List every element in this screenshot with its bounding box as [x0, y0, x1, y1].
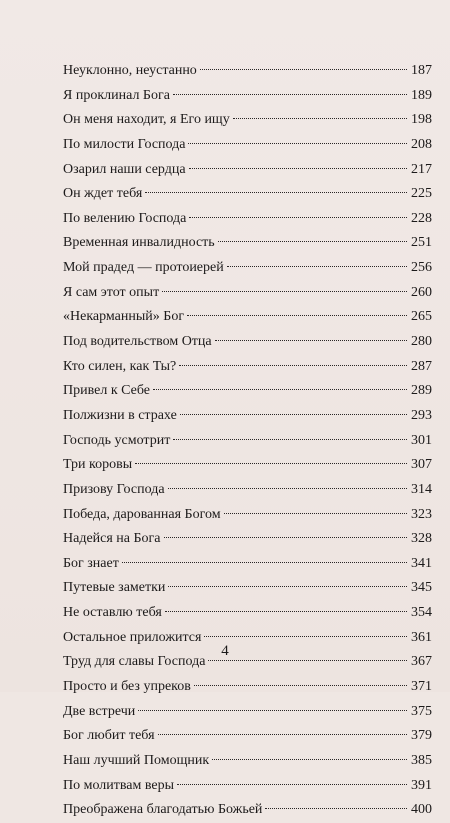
toc-entry-page: 251	[411, 235, 432, 251]
toc-entry-page: 228	[411, 210, 432, 226]
dot-leader	[168, 586, 407, 587]
toc-entry-title: Я проклинал Бога	[63, 87, 170, 103]
toc-entry-page: 265	[411, 309, 432, 325]
toc-entry-page: 391	[411, 777, 432, 793]
toc-entry	[63, 552, 432, 577]
toc-entry	[63, 158, 432, 183]
toc-entry	[63, 675, 432, 700]
toc-entry-page: 354	[411, 605, 432, 621]
toc-entry	[63, 207, 432, 232]
dot-leader	[165, 611, 407, 612]
toc-entry-title: Полжизни в страхе	[63, 407, 177, 423]
dot-leader	[153, 389, 407, 390]
dot-leader	[194, 685, 407, 686]
toc-entry-page: 225	[411, 186, 432, 202]
toc-entry	[63, 503, 432, 528]
toc-entry-title: Призову Господа	[63, 481, 165, 497]
dot-leader	[173, 94, 407, 95]
toc-entry-title: Мой прадед — протоиерей	[63, 260, 224, 276]
toc-entry	[63, 527, 432, 552]
dot-leader	[177, 784, 407, 785]
toc-entry-page: 198	[411, 112, 432, 128]
dot-leader	[162, 291, 407, 292]
dot-leader	[164, 537, 407, 538]
dot-leader	[187, 315, 407, 316]
toc-entry-page: 345	[411, 580, 432, 596]
toc-entry-title: Победа, дарованная Богом	[63, 506, 221, 522]
toc-entry-page: 301	[411, 432, 432, 448]
toc-entry-page: 189	[411, 87, 432, 103]
toc-entry-title: Он меня находит, я Его ищу	[63, 112, 230, 128]
dot-leader	[180, 414, 407, 415]
toc-entry-title: Неуклонно, неустанно	[63, 63, 197, 78]
toc-entry	[63, 453, 432, 478]
toc-entry-page: 379	[411, 728, 432, 744]
dot-leader	[158, 734, 407, 735]
toc-entry-page: 287	[411, 358, 432, 374]
toc-entry-page: 328	[411, 531, 432, 547]
toc-entry	[63, 379, 432, 404]
dot-leader	[122, 562, 407, 563]
toc-entry	[63, 281, 432, 306]
toc-entry	[63, 478, 432, 503]
toc-entry	[63, 305, 432, 330]
toc-entry-title: По молитвам веры	[63, 777, 175, 793]
dot-leader	[224, 513, 407, 514]
toc-entry-page: 217	[411, 161, 432, 177]
toc-entry-page: 314	[411, 481, 432, 497]
toc-entry	[63, 182, 432, 207]
toc-entry-title: Не оставлю тебя	[63, 605, 162, 621]
dot-leader	[189, 168, 407, 169]
toc-entry	[63, 749, 432, 774]
dot-leader	[138, 710, 407, 711]
toc-entry-title: Труд для славы Господа	[63, 654, 206, 670]
toc-entry-title: Кто силен, как Ты?	[63, 358, 177, 374]
toc-entry-title: По велению Господа	[63, 210, 187, 226]
toc-entry-page: 208	[411, 136, 432, 152]
dot-leader	[212, 759, 407, 760]
dot-leader	[145, 192, 407, 193]
toc-entry	[63, 84, 432, 109]
toc-entry-page: 341	[411, 555, 432, 571]
toc-entry	[63, 700, 432, 725]
toc-entry-title: По милости Господа	[63, 136, 186, 152]
dot-leader	[135, 463, 407, 464]
toc-entry-title: «Некарманный» Бог	[63, 309, 185, 325]
toc-entry-page: 187	[411, 63, 432, 78]
toc-entry-title: Путевые заметки	[63, 580, 166, 596]
dot-leader	[168, 488, 407, 489]
dot-leader	[204, 636, 407, 637]
toc-entry	[63, 330, 432, 355]
toc-entry-title: Господь усмотрит	[63, 432, 171, 448]
toc-entry-page: 260	[411, 284, 432, 300]
toc-entry-page: 280	[411, 334, 432, 350]
toc-entry-title: Я сам этот опыт	[63, 284, 160, 300]
toc-entry	[63, 774, 432, 799]
toc-entry-title: Озарил наши сердца	[63, 161, 186, 177]
toc-entry-page: 385	[411, 752, 432, 768]
toc-entry	[63, 355, 432, 380]
dot-leader	[215, 340, 407, 341]
dot-leader	[200, 69, 407, 70]
toc-entry	[63, 133, 432, 158]
toc-entry-page: 323	[411, 506, 432, 522]
toc-entry-title: Бог знает	[63, 555, 119, 571]
toc-entry-page: 307	[411, 457, 432, 473]
toc-entry-title: Бог любит тебя	[63, 728, 155, 744]
toc-entry	[63, 59, 432, 84]
toc-entry-title: Наш лучший Помощник	[63, 752, 210, 768]
toc-entry-page: 256	[411, 260, 432, 276]
toc-entry	[63, 429, 432, 454]
dot-leader	[189, 217, 407, 218]
dot-leader	[233, 118, 407, 119]
toc-entry-title: Преображена благодатью Божьей	[63, 802, 263, 818]
toc-entry-title: Под водительством Отца	[63, 334, 212, 350]
toc-entry-page: 400	[411, 802, 432, 818]
toc-entry-title: Две встречи	[63, 703, 136, 719]
table-of-contents	[63, 59, 432, 823]
toc-entry	[63, 576, 432, 601]
toc-entry	[63, 798, 432, 823]
toc-entry	[63, 404, 432, 429]
toc-entry-page: 289	[411, 383, 432, 399]
toc-entry-page: 371	[411, 679, 432, 695]
dot-leader	[179, 365, 407, 366]
dot-leader	[227, 266, 407, 267]
dot-leader	[173, 439, 407, 440]
toc-entry-page: 375	[411, 703, 432, 719]
toc-entry	[63, 256, 432, 281]
toc-entry	[63, 724, 432, 749]
toc-entry-title: Просто и без упреков	[63, 679, 191, 695]
dot-leader	[208, 660, 407, 661]
toc-entry-title: Надейся на Бога	[63, 531, 161, 547]
dot-leader	[188, 143, 407, 144]
toc-entry	[63, 108, 432, 133]
toc-entry-title: Три коровы	[63, 457, 133, 473]
toc-entry-title: Он ждет тебя	[63, 186, 143, 202]
toc-entry	[63, 601, 432, 626]
page-number: 4	[221, 643, 229, 659]
toc-entry	[63, 231, 432, 256]
toc-entry-page: 367	[411, 654, 432, 670]
toc-entry-title: Привел к Себе	[63, 383, 151, 399]
toc-entry-page: 361	[411, 629, 432, 645]
toc-entry-title: Остальное приложится	[63, 629, 202, 645]
dot-leader	[265, 808, 407, 809]
toc-entry-title: Временная инвалидность	[63, 235, 215, 251]
dot-leader	[218, 241, 407, 242]
toc-entry-page: 293	[411, 407, 432, 423]
